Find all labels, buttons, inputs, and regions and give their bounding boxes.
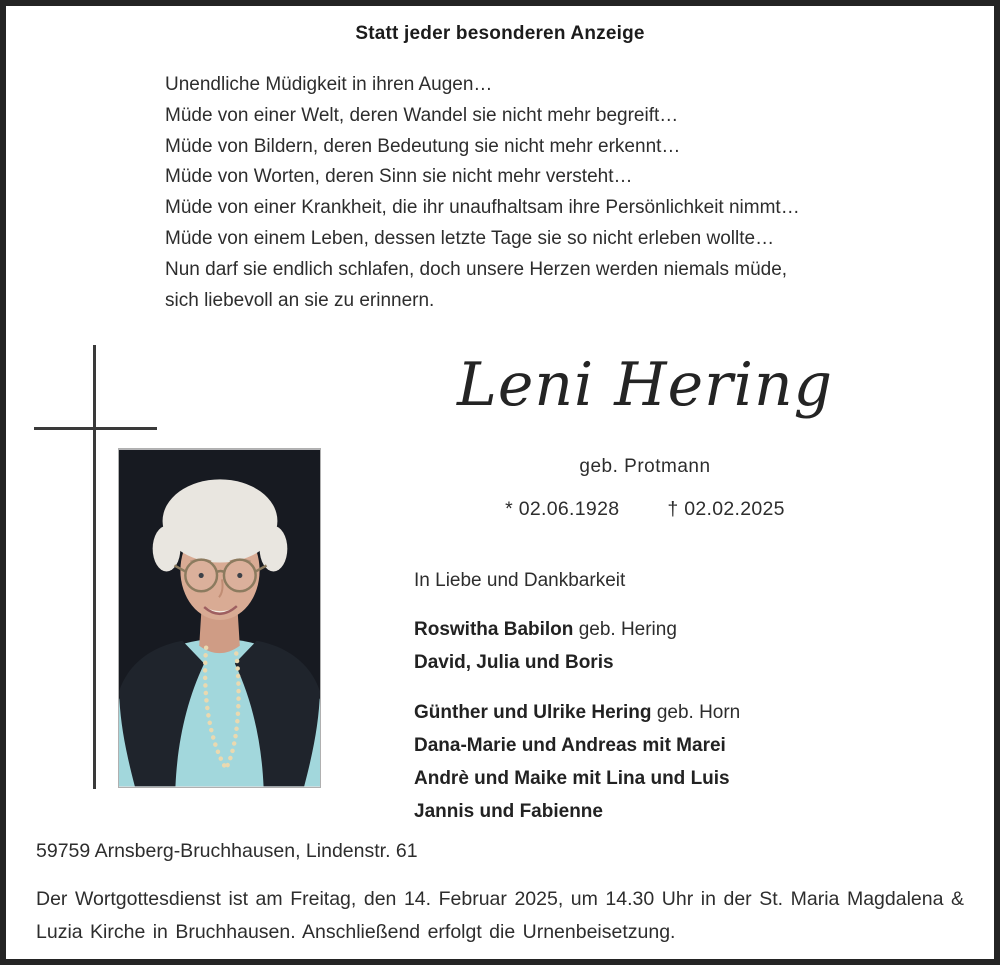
poem-line: Müde von einem Leben, dessen letzte Tage sie so nicht erleben wollte…: [165, 227, 775, 249]
notice-header: Statt jeder besonderen Anzeige: [355, 23, 645, 44]
address-line: 59759 Arnsberg-Bruchhausen, Lindenstr. 61: [36, 840, 418, 862]
mourner-line: Günther und Ulrike Hering geb. Horn: [414, 702, 741, 723]
mourner-line: Andrè und Maike mit Lina und Luis: [414, 768, 730, 789]
portrait-illustration: [119, 449, 320, 787]
life-dates: [400, 498, 890, 521]
poem-line: Müde von Bildern, deren Bedeutung sie nicht mehr erkennt…: [165, 135, 681, 157]
mourner-line: David, Julia und Boris: [414, 651, 614, 673]
death-date: † 02.02.2025: [667, 498, 785, 520]
cross-vertical-bar: [93, 345, 96, 789]
deceased-name: Leni Hering: [456, 350, 833, 420]
poem-line: Nun darf sie endlich schlafen, doch unsere Herzen werden niemals müde,: [165, 258, 788, 280]
poem-line: Unendliche Müdigkeit in ihren Augen…: [165, 74, 493, 95]
eye-right: [237, 573, 242, 578]
mourners-group-1: [414, 614, 677, 679]
hair-side-left: [153, 526, 181, 572]
portrait-photo: [118, 448, 321, 788]
birth-date: * 02.06.1928: [505, 498, 620, 520]
poem-line: Müde von einer Welt, deren Wandel sie nicht mehr begreift…: [165, 104, 679, 126]
mourner-line: Jannis und Fabienne: [414, 801, 603, 822]
eye-left: [199, 573, 204, 578]
tribute-line: In Liebe und Dankbarkeit: [414, 570, 626, 591]
poem-line: sich liebevoll an sie zu erinnern.: [165, 289, 435, 311]
poem-line: Müde von einer Krankheit, die ihr unaufhaltsam ihre Persönlichkeit nimmt…: [165, 197, 800, 219]
mourner-line: Roswitha Babilon geb. Hering: [414, 619, 677, 640]
poem-line: Müde von Worten, deren Sinn sie nicht mehr versteht…: [165, 166, 633, 188]
cross-horizontal-bar: [34, 427, 157, 430]
hair-side-right: [260, 526, 288, 572]
mourners-group-2: [414, 696, 740, 828]
maiden-name: geb. Protmann: [579, 456, 711, 477]
service-info: Der Wortgottesdienst ist am Freitag, den 14. Februar 2025, um 14.30 Uhr in der St. Maria Magdalena & Luzia Kirche in Bruchhausen. Anschließend erfolgt die Urnenbeisetzung.: [36, 888, 964, 943]
mourner-line: Dana-Marie und Andreas mit Marei: [414, 735, 726, 756]
memorial-poem: [165, 70, 800, 316]
